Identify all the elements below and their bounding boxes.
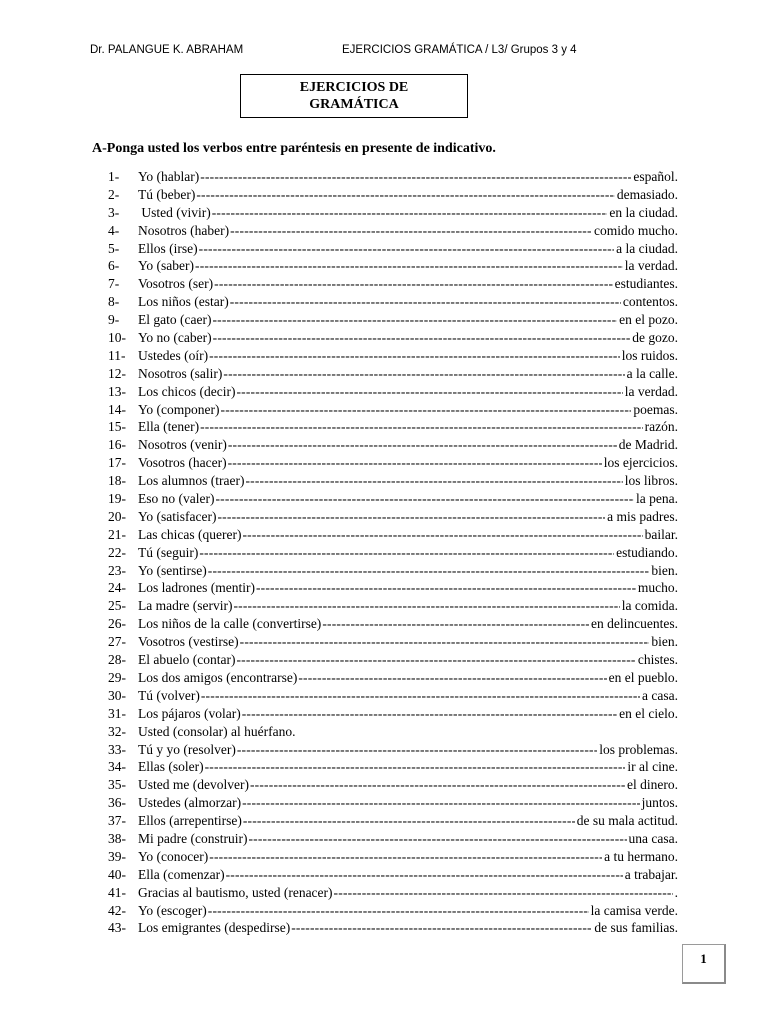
exercise-complement: una casa.: [628, 830, 678, 846]
exercise-item: [108, 884, 678, 902]
page-number: 1: [682, 944, 726, 984]
answer-blank-line: [228, 436, 617, 454]
exercise-number: 20-: [108, 508, 126, 524]
exercise-subject: Tú (volver): [138, 687, 200, 703]
exercise-number: 35-: [108, 777, 126, 793]
answer-blank-line: [245, 472, 622, 490]
answer-blank-line: [256, 579, 636, 597]
answer-blank-line: [208, 902, 589, 920]
exercise-number: 42-: [108, 902, 126, 918]
exercise-item: [108, 222, 678, 240]
exercise-subject: Nosotros (haber): [138, 222, 230, 238]
exercise-number: 34-: [108, 759, 126, 775]
exercise-complement: demasiado.: [616, 186, 678, 202]
exercise-item: [108, 526, 678, 544]
exercise-number: 39-: [108, 848, 126, 864]
exercise-complement: los ejercicios.: [603, 455, 678, 471]
exercise-item: [108, 562, 678, 580]
exercise-complement: estudiando.: [616, 544, 678, 560]
exercise-item: [108, 830, 678, 848]
exercise-subject: Tú (seguir): [138, 544, 199, 560]
exercise-subject: Ellos (irse): [138, 240, 198, 256]
exercise-number: 40-: [108, 866, 126, 882]
exercise-number: 19-: [108, 491, 126, 507]
exercise-subject: Vosotros (vestirse): [138, 634, 239, 650]
exercise-item: [108, 257, 678, 275]
exercise-complement: .: [674, 884, 678, 900]
answer-blank-line: [230, 293, 621, 311]
answer-blank-line: [209, 848, 602, 866]
exercise-number: 6-: [108, 258, 120, 274]
exercise-subject: Los alumnos (traer): [138, 473, 245, 489]
answer-blank-line: [199, 544, 614, 562]
answer-blank-line: [215, 490, 634, 508]
answer-blank-line: [199, 240, 615, 258]
exercise-number: 15-: [108, 419, 126, 435]
exercise-complement: la verdad.: [624, 383, 678, 399]
exercise-item: [108, 615, 678, 633]
exercise-item: [108, 633, 678, 651]
exercise-item: [108, 687, 678, 705]
exercise-item: [108, 669, 678, 687]
exercise-complement: juntos.: [641, 795, 678, 811]
exercise-subject: Usted (consolar) al huérfano.: [138, 723, 296, 739]
exercise-list: [108, 168, 678, 937]
answer-blank-line: [213, 329, 631, 347]
exercise-complement: bien.: [651, 562, 678, 578]
answer-blank-line: [196, 186, 615, 204]
exercise-subject: Ella (comenzar): [138, 866, 225, 882]
exercise-complement: de sus familias.: [594, 920, 678, 936]
exercise-number: 10-: [108, 330, 126, 346]
answer-blank-line: [195, 257, 623, 275]
exercise-item: [108, 240, 678, 258]
exercise-complement: los problemas.: [599, 741, 678, 757]
exercise-complement: poemas.: [633, 401, 678, 417]
exercise-complement: de su mala actitud.: [576, 813, 678, 829]
exercise-item: [108, 812, 678, 830]
exercise-item: [108, 347, 678, 365]
exercise-complement: el dinero.: [627, 777, 678, 793]
exercise-number: 26-: [108, 616, 126, 632]
exercise-complement: a casa.: [642, 687, 678, 703]
exercise-complement: los ruidos.: [621, 347, 678, 363]
exercise-number: 17-: [108, 455, 126, 471]
exercise-subject: Yo (satisfacer): [138, 508, 217, 524]
exercise-complement: la camisa verde.: [590, 902, 678, 918]
exercise-subject: Yo (hablar): [138, 169, 200, 184]
exercise-subject: Usted me (devolver): [138, 777, 249, 793]
exercise-subject: Tú (beber): [138, 186, 196, 202]
exercise-item: [108, 383, 678, 401]
exercise-item: [108, 544, 678, 562]
exercise-subject: Ellos (arrepentirse): [138, 813, 242, 829]
exercise-complement: en el pueblo.: [608, 669, 678, 685]
header-course: EJERCICIOS GRAMÁTICA / L3/ Grupos 3 y 4: [342, 44, 577, 56]
answer-blank-line: [248, 830, 626, 848]
exercise-item: [108, 866, 678, 884]
exercise-subject: Gracias al bautismo, usted (renacer): [138, 884, 333, 900]
exercise-subject: Los dos amigos (encontrarse): [138, 669, 298, 685]
answer-blank-line: [200, 418, 643, 436]
exercise-complement: español.: [633, 169, 678, 184]
title-box: [240, 74, 468, 118]
exercise-complement: chistes.: [637, 652, 678, 668]
exercise-subject: Las chicas (querer): [138, 526, 242, 542]
exercise-number: 16-: [108, 437, 126, 453]
exercise-complement: razón.: [644, 419, 678, 435]
exercise-item: [108, 597, 678, 615]
title-line-2: GRAMÁTICA: [309, 97, 399, 112]
title-line-1: EJERCICIOS DE: [299, 80, 409, 95]
exercise-subject: Usted (vivir): [138, 204, 211, 220]
answer-blank-line: [228, 454, 602, 472]
answer-blank-line: [237, 741, 597, 759]
exercise-item: [108, 329, 678, 347]
exercise-item: [108, 794, 678, 812]
exercise-complement: en la ciudad.: [609, 204, 678, 220]
exercise-item: [108, 418, 678, 436]
exercise-item: [108, 741, 678, 759]
exercise-number: 29-: [108, 669, 126, 685]
exercise-number: 30-: [108, 687, 126, 703]
exercise-item: [108, 401, 678, 419]
exercise-number: 2-: [108, 186, 120, 202]
exercise-item: [108, 705, 678, 723]
exercise-item: [108, 454, 678, 472]
exercise-complement: los libros.: [624, 473, 678, 489]
exercise-subject: Los niños de la calle (convertirse): [138, 616, 322, 632]
exercise-number: 25-: [108, 598, 126, 614]
exercise-subject: Mi padre (construir): [138, 830, 248, 846]
exercise-number: 27-: [108, 634, 126, 650]
exercise-number: 21-: [108, 526, 126, 542]
exercise-subject: El gato (caer): [138, 312, 212, 328]
exercise-item: [108, 472, 678, 490]
exercise-number: 12-: [108, 365, 126, 381]
exercise-complement: comido mucho.: [594, 222, 678, 238]
exercise-item: [108, 186, 678, 204]
answer-blank-line: [212, 204, 608, 222]
exercise-number: 4-: [108, 222, 120, 238]
exercise-item: [108, 168, 678, 186]
exercise-subject: Los pájaros (volar): [138, 705, 241, 721]
exercise-subject: Eso no (valer): [138, 491, 215, 507]
answer-blank-line: [209, 347, 620, 365]
exercise-number: 37-: [108, 813, 126, 829]
exercise-number: 3-: [108, 204, 120, 220]
header-author: Dr. PALANGUE K. ABRAHAM: [90, 44, 244, 56]
exercise-subject: Vosotros (ser): [138, 276, 214, 292]
exercise-number: 32-: [108, 723, 126, 739]
exercise-item: [108, 758, 678, 776]
exercise-complement: en el cielo.: [619, 705, 678, 721]
exercise-item: [108, 204, 678, 222]
exercise-item: [108, 919, 678, 937]
exercise-number: 23-: [108, 562, 126, 578]
answer-blank-line: [236, 383, 622, 401]
exercise-subject: Yo no (caber): [138, 330, 212, 346]
exercise-complement: a la ciudad.: [616, 240, 678, 256]
exercise-item: [108, 508, 678, 526]
exercise-subject: Tú y yo (resolver): [138, 741, 236, 757]
exercise-complement: estudiantes.: [614, 276, 678, 292]
answer-blank-line: [242, 526, 642, 544]
exercise-complement: la verdad.: [624, 258, 678, 274]
answer-blank-line: [208, 562, 650, 580]
exercise-complement: ir al cine.: [627, 759, 678, 775]
exercise-complement: la pena.: [636, 491, 678, 507]
answer-blank-line: [240, 633, 650, 651]
answer-blank-line: [236, 651, 635, 669]
exercise-instruction: A-Ponga usted los verbos entre paréntesis en presente de indicativo.: [92, 141, 496, 156]
answer-blank-line: [291, 919, 592, 937]
exercise-item: [108, 490, 678, 508]
answer-blank-line: [233, 597, 619, 615]
exercise-subject: Yo (conocer): [138, 848, 209, 864]
answer-blank-line: [250, 776, 625, 794]
exercise-subject: Ustedes (almorzar): [138, 795, 242, 811]
exercise-complement: de Madrid.: [618, 437, 678, 453]
exercise-subject: Nosotros (venir): [138, 437, 227, 453]
answer-blank-line: [243, 812, 575, 830]
exercise-item: [108, 579, 678, 597]
exercise-subject: Los emigrantes (despedirse): [138, 920, 291, 936]
answer-blank-line: [226, 866, 623, 884]
answer-blank-line: [298, 669, 606, 687]
exercise-number: 31-: [108, 705, 126, 721]
answer-blank-line: [322, 615, 589, 633]
exercise-number: 33-: [108, 741, 126, 757]
exercise-item: [108, 365, 678, 383]
exercise-complement: la comida.: [621, 598, 678, 614]
exercise-subject: Los chicos (decir): [138, 383, 236, 399]
answer-blank-line: [242, 705, 617, 723]
exercise-complement: a tu hermano.: [604, 848, 678, 864]
answer-blank-line: [221, 401, 632, 419]
exercise-item: [108, 651, 678, 669]
exercise-number: 43-: [108, 920, 126, 936]
exercise-complement: de gozo.: [632, 330, 678, 346]
exercise-subject: El abuelo (contar): [138, 652, 236, 668]
exercise-subject: La madre (servir): [138, 598, 233, 614]
answer-blank-line: [334, 884, 673, 902]
exercise-number: 36-: [108, 795, 126, 811]
exercise-complement: mucho.: [637, 580, 678, 596]
exercise-complement: a trabajar.: [624, 866, 678, 882]
exercise-number: 38-: [108, 830, 126, 846]
exercise-subject: Vosotros (hacer): [138, 455, 227, 471]
exercise-item: [108, 436, 678, 454]
exercise-number: 7-: [108, 276, 120, 292]
exercise-subject: Yo (escoger): [138, 902, 207, 918]
exercise-subject: Yo (componer): [138, 401, 220, 417]
exercise-subject: Nosotros (salir): [138, 365, 223, 381]
answer-blank-line: [242, 794, 640, 812]
answer-blank-line: [217, 508, 605, 526]
exercise-number: 14-: [108, 401, 126, 417]
exercise-item: [108, 723, 678, 741]
answer-blank-line: [223, 365, 624, 383]
exercise-complement: bailar.: [644, 526, 678, 542]
exercise-item: [108, 311, 678, 329]
exercise-number: 5-: [108, 240, 120, 256]
exercise-subject: Ustedes (oír): [138, 347, 209, 363]
answer-blank-line: [205, 758, 626, 776]
answer-blank-line: [201, 687, 640, 705]
exercise-number: 8-: [108, 294, 120, 310]
exercise-subject: Yo (sentirse): [138, 562, 207, 578]
exercise-complement: a la calle.: [626, 365, 678, 381]
exercise-number: 28-: [108, 652, 126, 668]
exercise-complement: en delincuentes.: [591, 616, 678, 632]
exercise-complement: a mis padres.: [607, 508, 678, 524]
exercise-number: 22-: [108, 544, 126, 560]
exercise-number: 18-: [108, 473, 126, 489]
exercise-subject: Los niños (estar): [138, 294, 229, 310]
exercise-subject: Ellas (soler): [138, 759, 204, 775]
exercise-complement: contentos.: [622, 294, 678, 310]
answer-blank-line: [230, 222, 592, 240]
exercise-subject: Los ladrones (mentir): [138, 580, 255, 596]
answer-blank-line: [212, 311, 617, 329]
exercise-item: [108, 902, 678, 920]
exercise-item: [108, 776, 678, 794]
exercise-item: [108, 293, 678, 311]
exercise-number: 9-: [108, 312, 120, 328]
exercise-subject: Yo (saber): [138, 258, 194, 274]
exercise-complement: en el pozo.: [619, 312, 678, 328]
exercise-complement: bien.: [651, 634, 678, 650]
page-header: [90, 44, 710, 62]
exercise-subject: Ella (tener): [138, 419, 200, 435]
exercise-number: 1-: [108, 169, 120, 184]
answer-blank-line: [200, 168, 631, 186]
exercise-number: 13-: [108, 383, 126, 399]
exercise-item: [108, 275, 678, 293]
answer-blank-line: [214, 275, 613, 293]
exercise-number: 41-: [108, 884, 126, 900]
exercise-number: 24-: [108, 580, 126, 596]
exercise-number: 11-: [108, 347, 126, 363]
exercise-item: [108, 848, 678, 866]
